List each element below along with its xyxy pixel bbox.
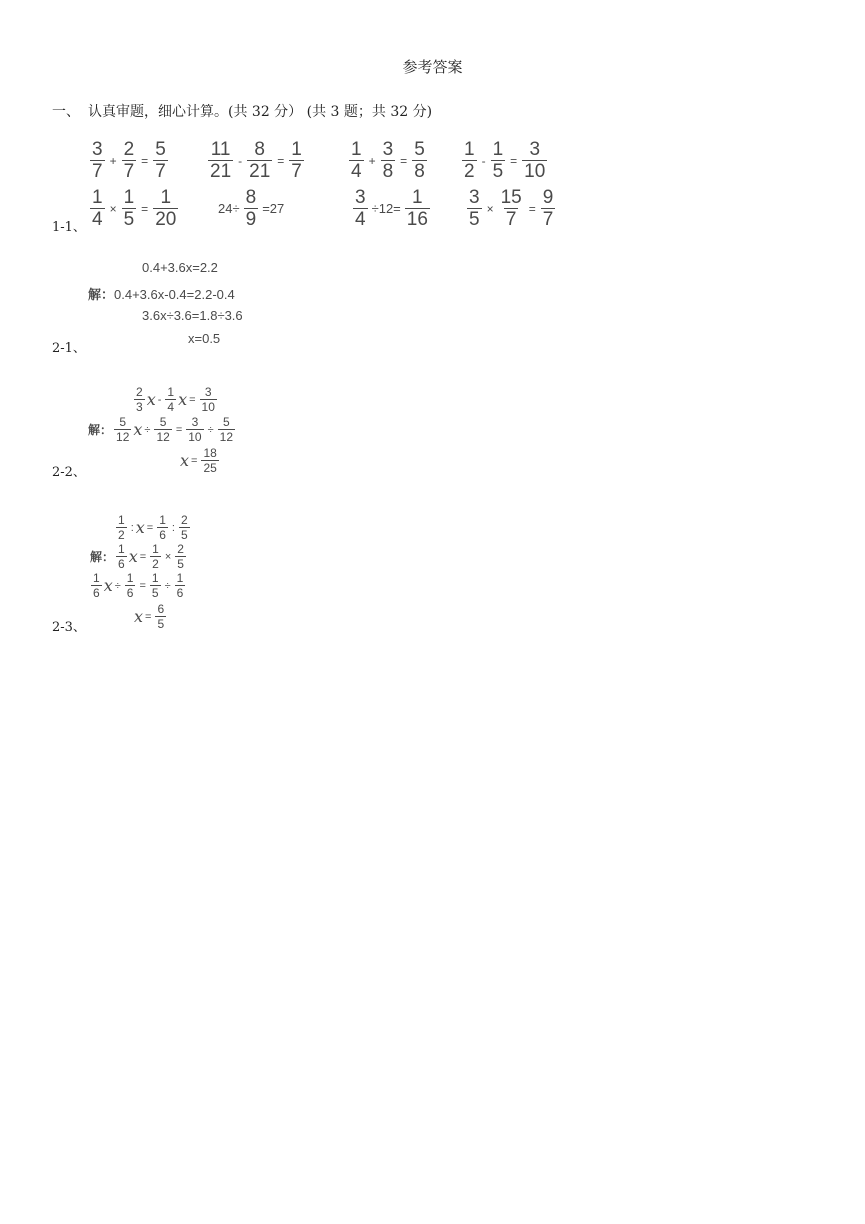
equation-line: 解： $\frac{1}{6}$ x = $\frac{1}{2}$ × $\frac{2}{5}$ bbox=[90, 542, 184, 571]
fraction: $\frac{15}{7}$ bbox=[500, 187, 522, 230]
question-label-2-1: 2-1、 bbox=[52, 341, 86, 356]
fraction: $\frac{1}{5}$ bbox=[492, 139, 504, 182]
fraction: $\frac{8}{9}$ bbox=[245, 187, 257, 230]
fraction: $\frac{1}{20}$ bbox=[155, 187, 177, 230]
fraction: $\frac{3}{8}$ bbox=[382, 139, 394, 182]
solution-prefix: 解： bbox=[88, 423, 113, 437]
solution-prefix: 解： bbox=[90, 550, 115, 564]
equation-2: $\frac{11}{21}$ - $\frac{8}{21}$ = $\frac{1}{7}$ bbox=[210, 139, 302, 182]
fraction: $\frac{1}{4}$ bbox=[351, 139, 362, 182]
fraction: $\frac{3}{7}$ bbox=[92, 139, 103, 182]
fraction: $\frac{3}{4}$ bbox=[355, 187, 366, 230]
fraction: $\frac{1}{16}$ bbox=[406, 187, 428, 230]
equation-7: $\frac{3}{4}$ ÷12= $\frac{1}{16}$ bbox=[355, 187, 428, 230]
question-label-2-3: 2-3、 bbox=[52, 620, 86, 635]
equation-1: $\frac{3}{7}$ + $\frac{2}{7}$ = $\frac{5}{7}$ bbox=[92, 139, 166, 182]
equation-6: 24÷ $\frac{8}{9}$ =27 bbox=[218, 187, 285, 230]
fraction: $\frac{11}{21}$ bbox=[210, 139, 232, 182]
section-text: 认真审题，细心计算。(共 32 分） (共 3 题；共 32 分) bbox=[88, 104, 433, 120]
fraction: $\frac{5}{8}$ bbox=[414, 139, 425, 182]
equation-line: 3.6x÷3.6=1.8÷3.6 bbox=[142, 308, 243, 323]
fraction: $\frac{1}{4}$ bbox=[92, 187, 103, 230]
fraction: $\frac{8}{21}$ bbox=[249, 139, 271, 182]
equation-8: $\frac{3}{5}$ × $\frac{15}{7}$ = $\frac{9}{7}$ bbox=[469, 187, 554, 230]
section-heading bbox=[52, 101, 432, 121]
fraction: $\frac{3}{10}$ bbox=[524, 139, 546, 182]
equation-5: $\frac{1}{4}$ × $\frac{1}{5}$ = $\frac{1}{20}$ bbox=[92, 187, 177, 230]
equation-line: x=0.5 bbox=[188, 331, 221, 346]
equation-3: $\frac{1}{4}$ + $\frac{3}{8}$ = $\frac{5}{8}$ bbox=[351, 139, 425, 182]
fraction: $\frac{1}{7}$ bbox=[291, 139, 302, 182]
equation-line: 0.4+3.6x=2.2 bbox=[142, 260, 218, 275]
fraction: $\frac{3}{5}$ bbox=[469, 187, 480, 230]
solution-prefix: 解： bbox=[88, 287, 115, 302]
equation-line: $\frac{1}{6}$ x ÷ $\frac{1}{6}$ = $\frac{1}{5}$ ÷ $\frac{1}{6}$ bbox=[93, 571, 184, 600]
question-label-1-1: 1-1、 bbox=[52, 220, 86, 235]
fraction: $\frac{1}{2}$ bbox=[464, 139, 475, 182]
section-number: 一、 bbox=[52, 104, 80, 120]
equation-line: x = $\frac{6}{5}$ bbox=[134, 602, 165, 631]
page-title: 参考答案 bbox=[402, 58, 463, 76]
equation-line: $\frac{1}{2}$ : x = $\frac{1}{6}$ : $\frac{2}{5}$ bbox=[118, 513, 188, 542]
equation-4: $\frac{1}{2}$ - $\frac{1}{5}$ = $\frac{3}{10}$ bbox=[464, 139, 546, 182]
equation-line: x = $\frac{18}{25}$ bbox=[180, 446, 217, 475]
fraction: $\frac{1}{5}$ bbox=[123, 187, 135, 230]
equation-line: $\frac{2}{3}$ x - $\frac{1}{4}$ x = $\frac{3}{10}$ bbox=[136, 385, 215, 414]
equation-line: 解：0.4+3.6x-0.4=2.2-0.4 bbox=[88, 287, 235, 302]
question-label-2-2: 2-2、 bbox=[52, 465, 86, 480]
fraction: $\frac{5}{7}$ bbox=[155, 139, 166, 182]
equation-line: 解： $\frac{5}{12}$ x ÷ $\frac{5}{12}$ = $\frac{3}{10}$ ÷ $\frac{5}{12}$ bbox=[88, 415, 234, 444]
fraction: $\frac{2}{7}$ bbox=[123, 139, 135, 182]
fraction: $\frac{9}{7}$ bbox=[542, 187, 554, 230]
